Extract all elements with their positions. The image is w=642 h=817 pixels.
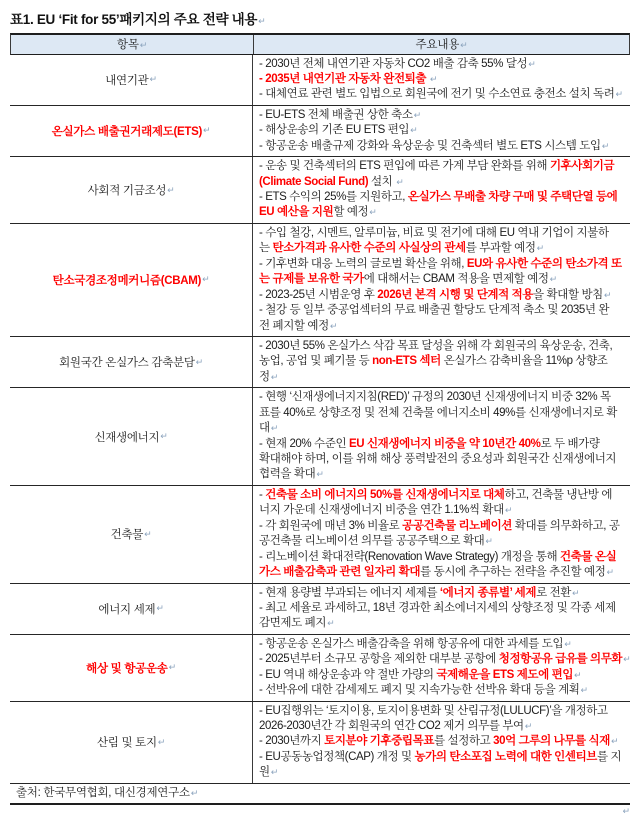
- row-label-text: 에너지 세제: [98, 603, 156, 616]
- paragraph-mark-icon: ↵: [601, 140, 609, 151]
- body-text: - 선박유에 대한 감세제도 폐지 및 지속가능한 선박유 확대 등을 계획: [259, 684, 580, 697]
- paragraph-mark-icon: ↵: [413, 109, 421, 120]
- row-content: [253, 55, 630, 105]
- content-line: [259, 57, 628, 72]
- paragraph-mark-icon: ↵: [460, 39, 468, 50]
- body-text: - 각 회원국에 매년 3% 비율로: [259, 519, 403, 532]
- content-line: [259, 87, 628, 102]
- row-content: [253, 106, 630, 156]
- row-label: [10, 635, 253, 701]
- content-line: [259, 190, 628, 205]
- body-text: 할 예정: [333, 206, 369, 219]
- body-text: 감면제도 폐지: [259, 617, 327, 630]
- row-label: [10, 337, 253, 387]
- highlighted-text: 30억 그루의 나무를 식재: [493, 735, 610, 748]
- body-text: - 2023-25년 시범운영 후: [259, 288, 378, 301]
- body-text: 공건축물 리노베이션 의무를 공공주택으로 확대: [259, 535, 485, 548]
- paragraph-mark-icon: ↵: [160, 431, 168, 442]
- content-line: [259, 734, 628, 749]
- body-text: - 항공운송 온실가스 배출감축을 위해 항공유에 대한 과세를 도입: [259, 637, 564, 650]
- paragraph-mark-icon: ↵: [536, 243, 544, 254]
- row-content: [253, 157, 630, 223]
- paragraph-mark-icon: ↵: [156, 603, 164, 614]
- source-text: 출처: 한국무역협회, 대신경제연구소: [16, 787, 190, 800]
- content-line: [259, 616, 628, 631]
- content-line: [259, 288, 628, 303]
- content-line: [259, 652, 628, 667]
- row-label: [10, 55, 253, 105]
- body-text: 는: [259, 242, 273, 255]
- content-line: [259, 668, 628, 683]
- body-text: - EU공동농업정책(CAP) 개정 및: [259, 750, 415, 763]
- body-text: - ETS 수익의 25%를 지원하고,: [259, 191, 408, 203]
- header-cell-item: [11, 35, 254, 54]
- paragraph-mark-icon: ↵: [157, 736, 166, 747]
- content-line: [259, 565, 628, 580]
- body-text: 농업, 공업 및 폐기물 등: [259, 355, 373, 368]
- body-text: 하고, 건축물 냉난방 에: [504, 488, 613, 501]
- row-content: [253, 635, 630, 701]
- row-content: [253, 337, 630, 387]
- highlighted-text: EU 신재생에너지 비중을 약 10년간 40%: [348, 437, 541, 450]
- content-line: [259, 319, 628, 334]
- trailing-paragraph-mark: [10, 805, 630, 817]
- paragraph-mark-icon: ↵: [485, 536, 493, 547]
- body-text: 를 설정하고: [434, 735, 494, 748]
- row-content: [253, 486, 630, 583]
- body-text: 원: [259, 766, 270, 779]
- paragraph-mark-icon: ↵: [203, 125, 211, 136]
- paragraph-mark-icon: ↵: [167, 184, 175, 195]
- row-label-text: 건축물: [110, 529, 144, 542]
- body-text: [426, 73, 429, 85]
- fit-for-55-table: [10, 33, 630, 805]
- row-label: [10, 224, 253, 336]
- body-text: 전 폐지할 예정: [259, 319, 329, 332]
- content-line: [259, 406, 628, 421]
- content-line: [259, 637, 628, 652]
- paragraph-mark-icon: ↵: [564, 638, 572, 649]
- paragraph-mark-icon: ↵: [202, 274, 210, 285]
- body-text: - EU 역내 해상운송과 약 절반 가량의: [259, 668, 437, 681]
- paragraph-mark-icon: ↵: [549, 274, 557, 285]
- body-text: - 운송 및 건축섹터의 ETS 편입에 따른 가계 부담 완화를 위해: [259, 160, 550, 173]
- highlighted-text: 건축물 소비 에너지의 50%를 신재생에너지로 대체: [265, 488, 505, 501]
- row-label: [10, 157, 253, 223]
- body-text: - 리노베이션 확대전략(Renovation Wave Strategy) 개정을 통해: [259, 550, 560, 563]
- body-text: - 대체연료 관련 별도 입법으로 회원국에 전기 및 수소연료 충전소 설치 독려: [259, 88, 615, 101]
- highlighted-text: 가스 배출감축과 관련 일자리 확대: [259, 566, 421, 579]
- paragraph-mark-icon: ↵: [615, 89, 623, 100]
- content-line: [259, 437, 628, 452]
- highlighted-text: 건축물 온실: [559, 550, 617, 563]
- body-text: - 현행 ‘신재생에너지지침(RED)’ 규정의 2030년 신재생에너지 비중 32% 목: [259, 391, 611, 404]
- content-line: [259, 488, 628, 503]
- content-line: [259, 534, 628, 549]
- content-line: [259, 750, 628, 765]
- content-line: [259, 123, 628, 138]
- content-line: [259, 241, 628, 256]
- content-line: [259, 108, 628, 123]
- body-text: - 2030년 전체 내연기관 자동차 CO2 배출 감축 55% 달성: [259, 57, 528, 70]
- body-text: - 2030년 55% 온실가스 삭감 목표 달성을 위해 각 회원국의 육상운송, 건축,: [259, 339, 613, 352]
- table-row: [10, 702, 630, 784]
- row-label: [10, 388, 253, 485]
- highlighted-text: 탄소가격과 유사한 수준의 사실상의 관세: [272, 242, 466, 255]
- row-label-text: 사회적 기금조성: [87, 185, 167, 197]
- table-row: [10, 55, 630, 106]
- paragraph-mark-icon: ↵: [606, 567, 614, 578]
- row-content: [253, 388, 630, 485]
- body-text: 로 전환: [536, 586, 571, 599]
- paragraph-mark-icon: ↵: [580, 685, 588, 696]
- highlighted-text: 온실가스 무배출 차량 구매 및 주택단열 등에: [407, 191, 618, 203]
- paragraph-mark-icon: ↵: [316, 469, 324, 480]
- content-line: [259, 765, 628, 780]
- content-line: [259, 370, 628, 385]
- table-row: [10, 337, 630, 388]
- paragraph-mark-icon: ↵: [574, 669, 582, 680]
- row-label-text: 회원국간 온실가스 감축분담: [59, 357, 195, 370]
- header-item-label: 항목: [116, 38, 139, 51]
- body-text: 을 확대할 방침: [533, 288, 603, 301]
- body-text: - 철강 등 일부 중공업섹터의 무료 배출권 할당도 단계적 축소 및 2035년 완: [259, 304, 610, 317]
- paragraph-mark-icon: ↵: [610, 736, 619, 747]
- table-row: [10, 635, 630, 702]
- body-text: - EU-ETS 전체 배출권 상한 축소: [259, 108, 413, 121]
- paragraph-mark-icon: ↵: [149, 74, 157, 85]
- body-text: - 기후변화 대응 노력의 글로벌 확산을 위해,: [259, 257, 467, 270]
- table-row: [10, 106, 630, 157]
- content-line: [259, 139, 628, 154]
- paragraph-mark-icon: ↵: [144, 528, 152, 539]
- highlighted-text: (Climate Social Fund): [259, 175, 369, 188]
- content-line: [259, 586, 628, 601]
- paragraph-mark-icon: ↵: [270, 767, 278, 778]
- paragraph-mark-icon: ↵: [168, 662, 176, 673]
- row-label: [10, 486, 253, 583]
- table-header-row: [10, 33, 630, 55]
- highlighted-text: 2026년 본격 시행 및 단계적 적용: [377, 288, 534, 301]
- body-text: 에 대해서는 CBAM 적용을 면제할 예정: [363, 273, 549, 286]
- highlighted-text: EU 예산을 지원: [259, 206, 334, 219]
- paragraph-mark-icon: ↵: [270, 371, 278, 382]
- content-line: [259, 683, 628, 698]
- body-text: 확대해야 하며, 이를 위해 해상 풍력발전의 중요성과 회원국간 신재생에너지: [259, 453, 617, 465]
- content-line: [259, 72, 628, 87]
- highlighted-text: 는 규제를 보유한 국가: [259, 273, 364, 286]
- row-label-text: 산림 및 토지: [96, 737, 157, 750]
- body-text: - EU집행위는 ‘토지이용, 토지이용변화 및 산림규정(LULUCF)’을 개정하고: [259, 704, 608, 717]
- header-cell-content: [254, 35, 629, 54]
- highlighted-text: non-ETS 섹터: [372, 355, 441, 368]
- table-row: [10, 584, 630, 635]
- content-line: [259, 159, 628, 174]
- body-text: 를 지: [597, 750, 622, 763]
- body-text: 설치: [368, 175, 396, 188]
- table-row: [10, 486, 630, 584]
- body-text: 협력을 확대: [259, 468, 316, 481]
- paragraph-mark-icon: ↵: [396, 176, 404, 187]
- body-text: - 2030년까지: [259, 735, 325, 748]
- paragraph-mark-icon: ↵: [190, 788, 198, 799]
- row-label-text: 해상 및 항공운송: [86, 662, 168, 675]
- body-text: 대: [259, 422, 270, 435]
- table-title: [10, 8, 630, 28]
- paragraph-mark-icon: ↵: [329, 320, 337, 331]
- content-line: [259, 704, 628, 719]
- content-line: [259, 339, 628, 354]
- paragraph-mark-icon: ↵: [622, 805, 630, 816]
- row-content: [253, 224, 630, 336]
- table-body: [10, 55, 630, 784]
- body-text: 확대를 의무화하고, 공: [512, 519, 620, 532]
- content-line: [259, 390, 628, 405]
- highlighted-text: 국제해운을 ETS 제도에 편입: [436, 668, 574, 681]
- highlighted-text: 청정항공유 급유를 의무화: [498, 653, 623, 666]
- row-label-text: 내연기관: [105, 74, 149, 87]
- content-line: [259, 175, 628, 190]
- content-line: [259, 452, 628, 467]
- table-title-text: 표1. EU ‘Fit for 55’패키지의 주요 전략 내용: [10, 12, 258, 27]
- body-text: - 수입 철강, 시멘트, 알루미늄, 비료 및 전기에 대해 EU 역내 기업이 지불하: [259, 226, 609, 239]
- paragraph-mark-icon: ↵: [623, 654, 630, 665]
- content-line: [259, 303, 628, 318]
- highlighted-text: - 2035년 내연기관 자동차 완전퇴출: [259, 72, 427, 85]
- body-text: 2026-2030년간 각 회원국의 연간 CO2 제거 의무를 부여: [259, 720, 524, 732]
- highlighted-text: 농가의 탄소포집 노력에 대한 인센티브: [414, 750, 598, 763]
- content-line: [259, 272, 628, 287]
- row-label: [10, 584, 253, 634]
- paragraph-mark-icon: ↵: [528, 58, 536, 69]
- content-line: [259, 257, 628, 272]
- content-line: [259, 354, 628, 369]
- row-content: [253, 584, 630, 634]
- content-line: [259, 467, 628, 482]
- paragraph-mark-icon: ↵: [524, 721, 532, 731]
- row-label: [10, 106, 253, 156]
- table-row: [10, 388, 630, 486]
- content-line: [259, 519, 628, 534]
- paragraph-mark-icon: ↵: [258, 16, 266, 26]
- content-line: [259, 503, 628, 518]
- paragraph-mark-icon: ↵: [195, 356, 203, 367]
- table-row: [10, 224, 630, 337]
- content-line: [259, 719, 628, 734]
- paragraph-mark-icon: ↵: [410, 125, 418, 136]
- source-row: [10, 784, 630, 805]
- row-label-text: 온실가스 배출권거래제도(ETS): [51, 125, 203, 138]
- highlighted-text: ‘에너지 종류별’ 세제: [439, 586, 537, 599]
- paragraph-mark-icon: ↵: [504, 505, 513, 516]
- paragraph-mark-icon: ↵: [139, 39, 148, 50]
- highlighted-text: EU와 유사한 수준의 탄소가격 또: [466, 257, 622, 270]
- body-text: - 최고 세율로 과세하고, 18년 경과한 최소에너지세의 상향조정 및 각종 세제: [259, 601, 616, 614]
- highlighted-text: 기후사회기금: [549, 160, 615, 173]
- body-text: 를 부과할 예정: [465, 242, 536, 255]
- body-text: - 현재 20% 수준인: [259, 437, 349, 450]
- body-text: 너지 가운데 신재생에너지 비중을 연간 1.1%씩 확대: [259, 504, 504, 517]
- body-text: - 항공운송 배출규제 강화와 육상운송 및 건축섹터 별도 ETS 시스템 도입: [259, 139, 601, 152]
- row-label-text: 탄소국경조정메커니즘(CBAM): [52, 274, 202, 287]
- content-line: [259, 550, 628, 565]
- paragraph-mark-icon: ↵: [369, 207, 377, 218]
- content-line: [259, 601, 628, 616]
- row-label-text: 신재생에너지: [94, 431, 160, 444]
- body-text: - 현재 용량별 부과되는 에너지 세제를: [259, 586, 440, 599]
- body-text: - 2025년부터 소규모 공항을 제외한 대부분 공항에: [259, 653, 499, 666]
- row-label: [10, 702, 253, 783]
- content-line: [259, 226, 628, 241]
- body-text: 표를 40%로 상향조정 및 전체 건축물 에너지소비 49%를 신재생에너지로 확: [259, 406, 617, 419]
- body-text: - 해상운송의 기존 EU ETS 편입: [259, 124, 410, 137]
- body-text: 를 동시에 추구하는 전략을 추진할 예정: [420, 566, 606, 579]
- body-text: 로 두 배가량: [540, 437, 600, 450]
- header-content-label: 주요내용: [415, 38, 460, 51]
- body-text: 온실가스 감축비율을 11%p 상향조: [440, 355, 608, 368]
- paragraph-mark-icon: ↵: [270, 423, 278, 434]
- highlighted-text: 토지분야 기후중립목표: [324, 735, 435, 748]
- paragraph-mark-icon: ↵: [603, 289, 612, 300]
- highlighted-text: 공공건축물 리노베이션: [402, 519, 513, 532]
- paragraph-mark-icon: ↵: [571, 587, 580, 598]
- paragraph-mark-icon: ↵: [327, 618, 335, 629]
- body-text: 정: [259, 370, 270, 383]
- body-text: -: [259, 488, 266, 501]
- paragraph-mark-icon: ↵: [429, 73, 438, 84]
- content-line: [259, 205, 628, 220]
- content-line: [259, 421, 628, 436]
- row-content: [253, 702, 630, 783]
- table-row: [10, 157, 630, 224]
